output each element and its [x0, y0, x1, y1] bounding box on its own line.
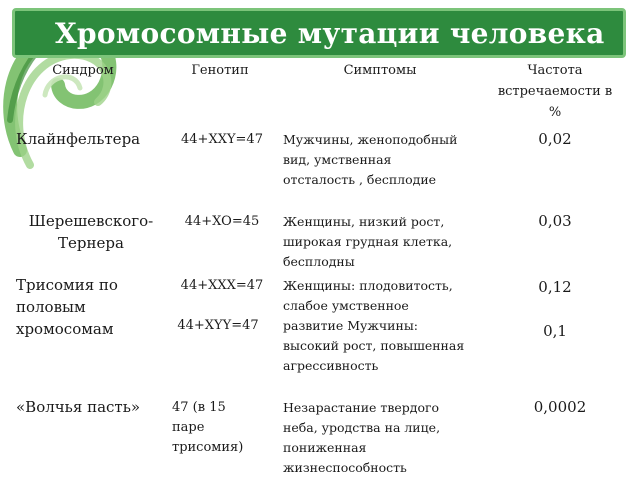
header-syndrome: Синдром — [52, 63, 114, 78]
title-banner — [12, 8, 626, 58]
row-3-symptoms: Женщины: плодовитость, слабое умственное развитие Мужчины: высокий рост, повышенная агрессивность — [283, 278, 465, 373]
header-frequency: Частота встречаемости в % — [497, 63, 613, 120]
row-1-syndrome: Клайнфельтера — [16, 130, 141, 148]
page-title: Хромосомные мутации человека — [55, 17, 605, 50]
row-1-genotype: 44+XXY=47 — [181, 132, 263, 147]
row-2-genotype: 44+XO=45 — [184, 214, 260, 229]
header-genotype: Генотип — [191, 63, 249, 78]
row-1-symptoms: Мужчины, женоподобный вид, умственная отсталость , бесплодие — [283, 132, 458, 187]
row-2-frequency: 0,03 — [538, 212, 572, 230]
row-2-symptoms: Женщины, низкий рост, широкая грудная клетка, бесплодны — [283, 214, 453, 269]
row-2-syndrome: Шерешевского-Тернера — [28, 212, 154, 252]
row-3-frequency-male: 0,1 — [543, 322, 567, 340]
mutations-table — [0, 58, 640, 480]
row-4-genotype: 47 (в 15 паре трисомия) — [172, 400, 244, 455]
row-1-frequency: 0,02 — [538, 130, 572, 148]
row-4-syndrome: «Волчья пасть» — [16, 398, 141, 416]
row-3-genotype-female: 44+XXX=47 — [180, 278, 264, 293]
row-3-frequency-female: 0,12 — [538, 278, 572, 296]
row-4-symptoms: Незарастание твердого неба, уродства на лице, пониженная жизнеспособность — [283, 400, 441, 475]
row-3-genotype-male: 44+XYY=47 — [177, 318, 259, 333]
row-4-frequency: 0,0002 — [533, 398, 587, 416]
row-3-syndrome: Трисомия по половым хромосомам — [16, 276, 118, 338]
header-symptoms: Симптомы — [343, 63, 417, 78]
